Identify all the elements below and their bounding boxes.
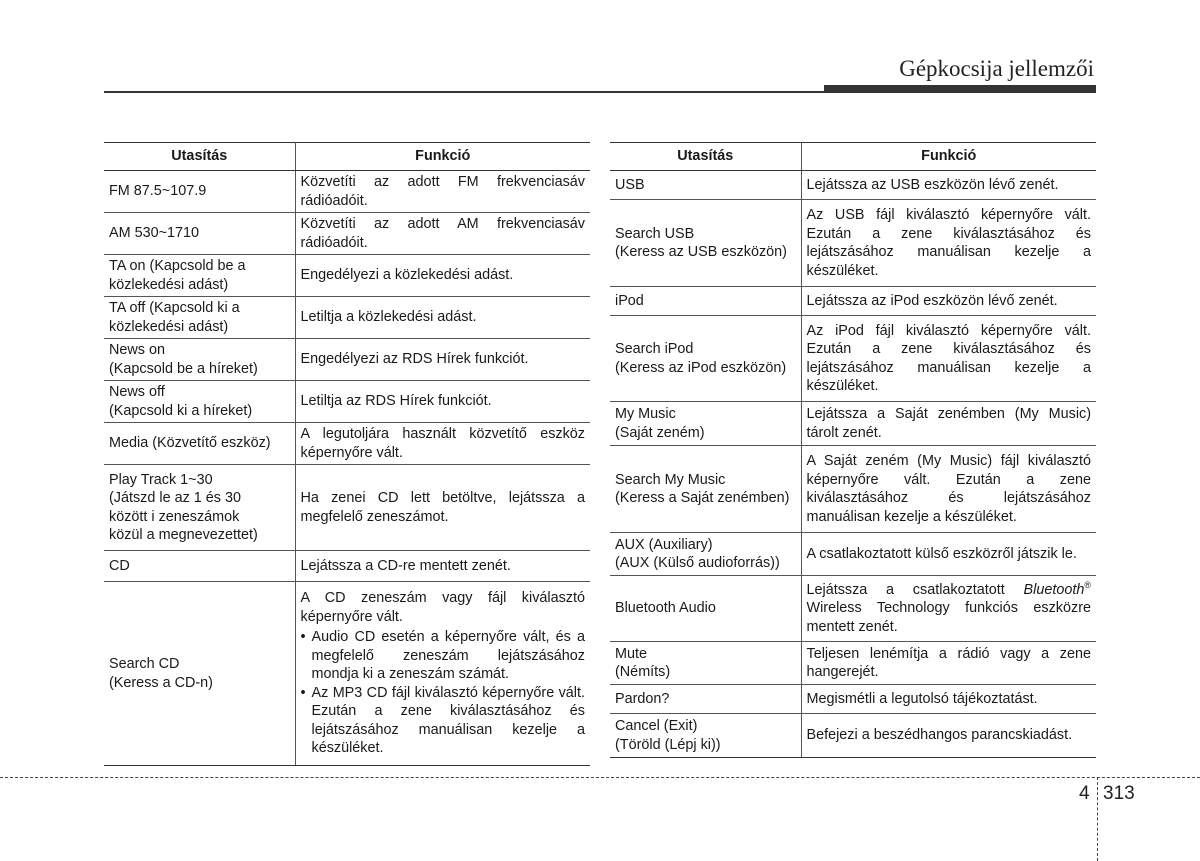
table-header-row: [104, 143, 590, 171]
function-cell: Közvetíti az adott FM frekvenciasáv rádióadóit.: [295, 171, 590, 213]
page-number: 313: [1103, 783, 1135, 804]
table-row: [104, 213, 590, 255]
function-cell: Engedélyezi a közlekedési adást.: [295, 255, 590, 297]
command-cell: CD: [104, 551, 295, 582]
bullet-item: • Az MP3 CD fájl kiválasztó képernyőre vált. Ezután a zene kiválasztásához és lejátszásához manuálisan kezelje a készüléket.: [312, 684, 586, 758]
table-header-row: [610, 143, 1096, 171]
command-cell: Pardon?: [610, 685, 801, 714]
table-row: [610, 714, 1096, 758]
function-cell: Az iPod fájl kiválasztó képernyőre vált. Ezután a zene kiválasztásához és lejátszásához manuálisan kezelje a készüléket.: [801, 316, 1096, 402]
page-header-title: Gépkocsija jellemzői: [899, 56, 1094, 81]
function-cell: [801, 576, 1096, 642]
command-cell: Search USB (Keress az USB eszközön): [610, 200, 801, 287]
table-row: [610, 171, 1096, 200]
column-header-command: Utasítás: [610, 143, 801, 171]
function-text-pre: Lejátssza a csatlakoztatott: [806, 581, 1024, 598]
table-row: [610, 533, 1096, 576]
function-cell: Közvetíti az adott AM frekvenciasáv rádióadóit.: [295, 213, 590, 255]
table-row: [610, 316, 1096, 402]
function-cell: Megismétli a legutolsó tájékoztatást.: [801, 685, 1096, 714]
command-cell: Cancel (Exit) (Töröld (Lépj ki)): [610, 714, 801, 758]
command-cell: News on (Kapcsold be a híreket): [104, 339, 295, 381]
bluetooth-brand: Bluetooth: [1023, 581, 1085, 598]
command-cell: FM 87.5~107.9: [104, 171, 295, 213]
table-row: [104, 297, 590, 339]
voice-commands-table-left: [104, 142, 590, 766]
table-row: [610, 446, 1096, 533]
function-cell: Letiltja a közlekedési adást.: [295, 297, 590, 339]
function-cell: Ha zenei CD lett betöltve, lejátssza a megfelelő zeneszámot.: [295, 465, 590, 551]
table-row: [104, 339, 590, 381]
function-cell: Lejátssza a Saját zenémben (My Music) tárolt zenét.: [801, 402, 1096, 446]
column-header-function: Funkció: [801, 143, 1096, 171]
bullet-item: • Audio CD esetén a képernyőre vált, és a megfelelő zeneszám lejátszásához mondja ki a zeneszám számát.: [312, 628, 586, 684]
table-row: [610, 576, 1096, 642]
table-row: [104, 423, 590, 465]
command-cell: Search iPod (Keress az iPod eszközön): [610, 316, 801, 402]
command-cell: TA off (Kapcsold ki a közlekedési adást): [104, 297, 295, 339]
table-row: [610, 200, 1096, 287]
function-text-post: Wireless Technology funkciós eszközre mentett zenét.: [806, 600, 1091, 635]
table-row: [610, 402, 1096, 446]
command-cell: Search CD (Keress a CD-n): [104, 582, 295, 766]
function-cell: Lejátssza a CD-re mentett zenét.: [295, 551, 590, 582]
function-cell: Befejezi a beszédhangos parancskiadást.: [801, 714, 1096, 758]
column-header-function: Funkció: [295, 143, 590, 171]
function-cell: [295, 582, 590, 766]
command-cell: Mute (Némíts): [610, 642, 801, 685]
function-cell: Teljesen lenémítja a rádió vagy a zene hangerejét.: [801, 642, 1096, 685]
registered-mark: ®: [1084, 579, 1091, 590]
command-cell: News off (Kapcsold ki a híreket): [104, 381, 295, 423]
function-cell: Az USB fájl kiválasztó képernyőre vált. Ezután a zene kiválasztásához és lejátszásához manuálisan kezelje a készüléket.: [801, 200, 1096, 287]
command-cell: USB: [610, 171, 801, 200]
chapter-number: 4: [1079, 783, 1090, 804]
table-row: [610, 642, 1096, 685]
column-header-command: Utasítás: [104, 143, 295, 171]
command-cell: Play Track 1~30 (Játszd le az 1 és 30 között i zeneszámok közül a megnevezettet): [104, 465, 295, 551]
function-cell: A legutoljára használt közvetítő eszköz képernyőre vált.: [295, 423, 590, 465]
function-cell: Lejátssza az iPod eszközön lévő zenét.: [801, 287, 1096, 316]
command-cell: My Music (Saját zeném): [610, 402, 801, 446]
header-rule: [104, 91, 824, 93]
function-cell: Engedélyezi az RDS Hírek funkciót.: [295, 339, 590, 381]
table-row: [104, 465, 590, 551]
command-cell: Bluetooth Audio: [610, 576, 801, 642]
header-rule-accent: [824, 85, 1096, 93]
function-bullet-list: [301, 628, 586, 758]
voice-commands-table-right: [610, 142, 1096, 758]
command-cell: AM 530~1710: [104, 213, 295, 255]
command-cell: AUX (Auxiliary) (AUX (Külső audioforrás)): [610, 533, 801, 576]
function-intro: A CD zeneszám vagy fájl kiválasztó képernyőre vált.: [300, 590, 585, 625]
command-cell: Search My Music (Keress a Saját zenémben): [610, 446, 801, 533]
table-row: [104, 255, 590, 297]
table-row: [104, 171, 590, 213]
function-cell: A csatlakoztatott külső eszközről játszik le.: [801, 533, 1096, 576]
function-cell: Lejátssza az USB eszközön lévő zenét.: [801, 171, 1096, 200]
table-row: [104, 381, 590, 423]
function-cell: Letiltja az RDS Hírek funkciót.: [295, 381, 590, 423]
footer-dashed-rule: [0, 777, 1200, 778]
command-cell: Media (Közvetítő eszköz): [104, 423, 295, 465]
table-row: [610, 685, 1096, 714]
footer-vertical-rule: [1097, 777, 1098, 861]
table-row: [104, 551, 590, 582]
command-cell: iPod: [610, 287, 801, 316]
function-cell: A Saját zeném (My Music) fájl kiválasztó képernyőre vált. Ezután a zene kiválasztásához és lejátszásához manuálisan kezelje a készüléket.: [801, 446, 1096, 533]
table-row: [610, 287, 1096, 316]
command-cell: TA on (Kapcsold be a közlekedési adást): [104, 255, 295, 297]
table-row: [104, 582, 590, 766]
